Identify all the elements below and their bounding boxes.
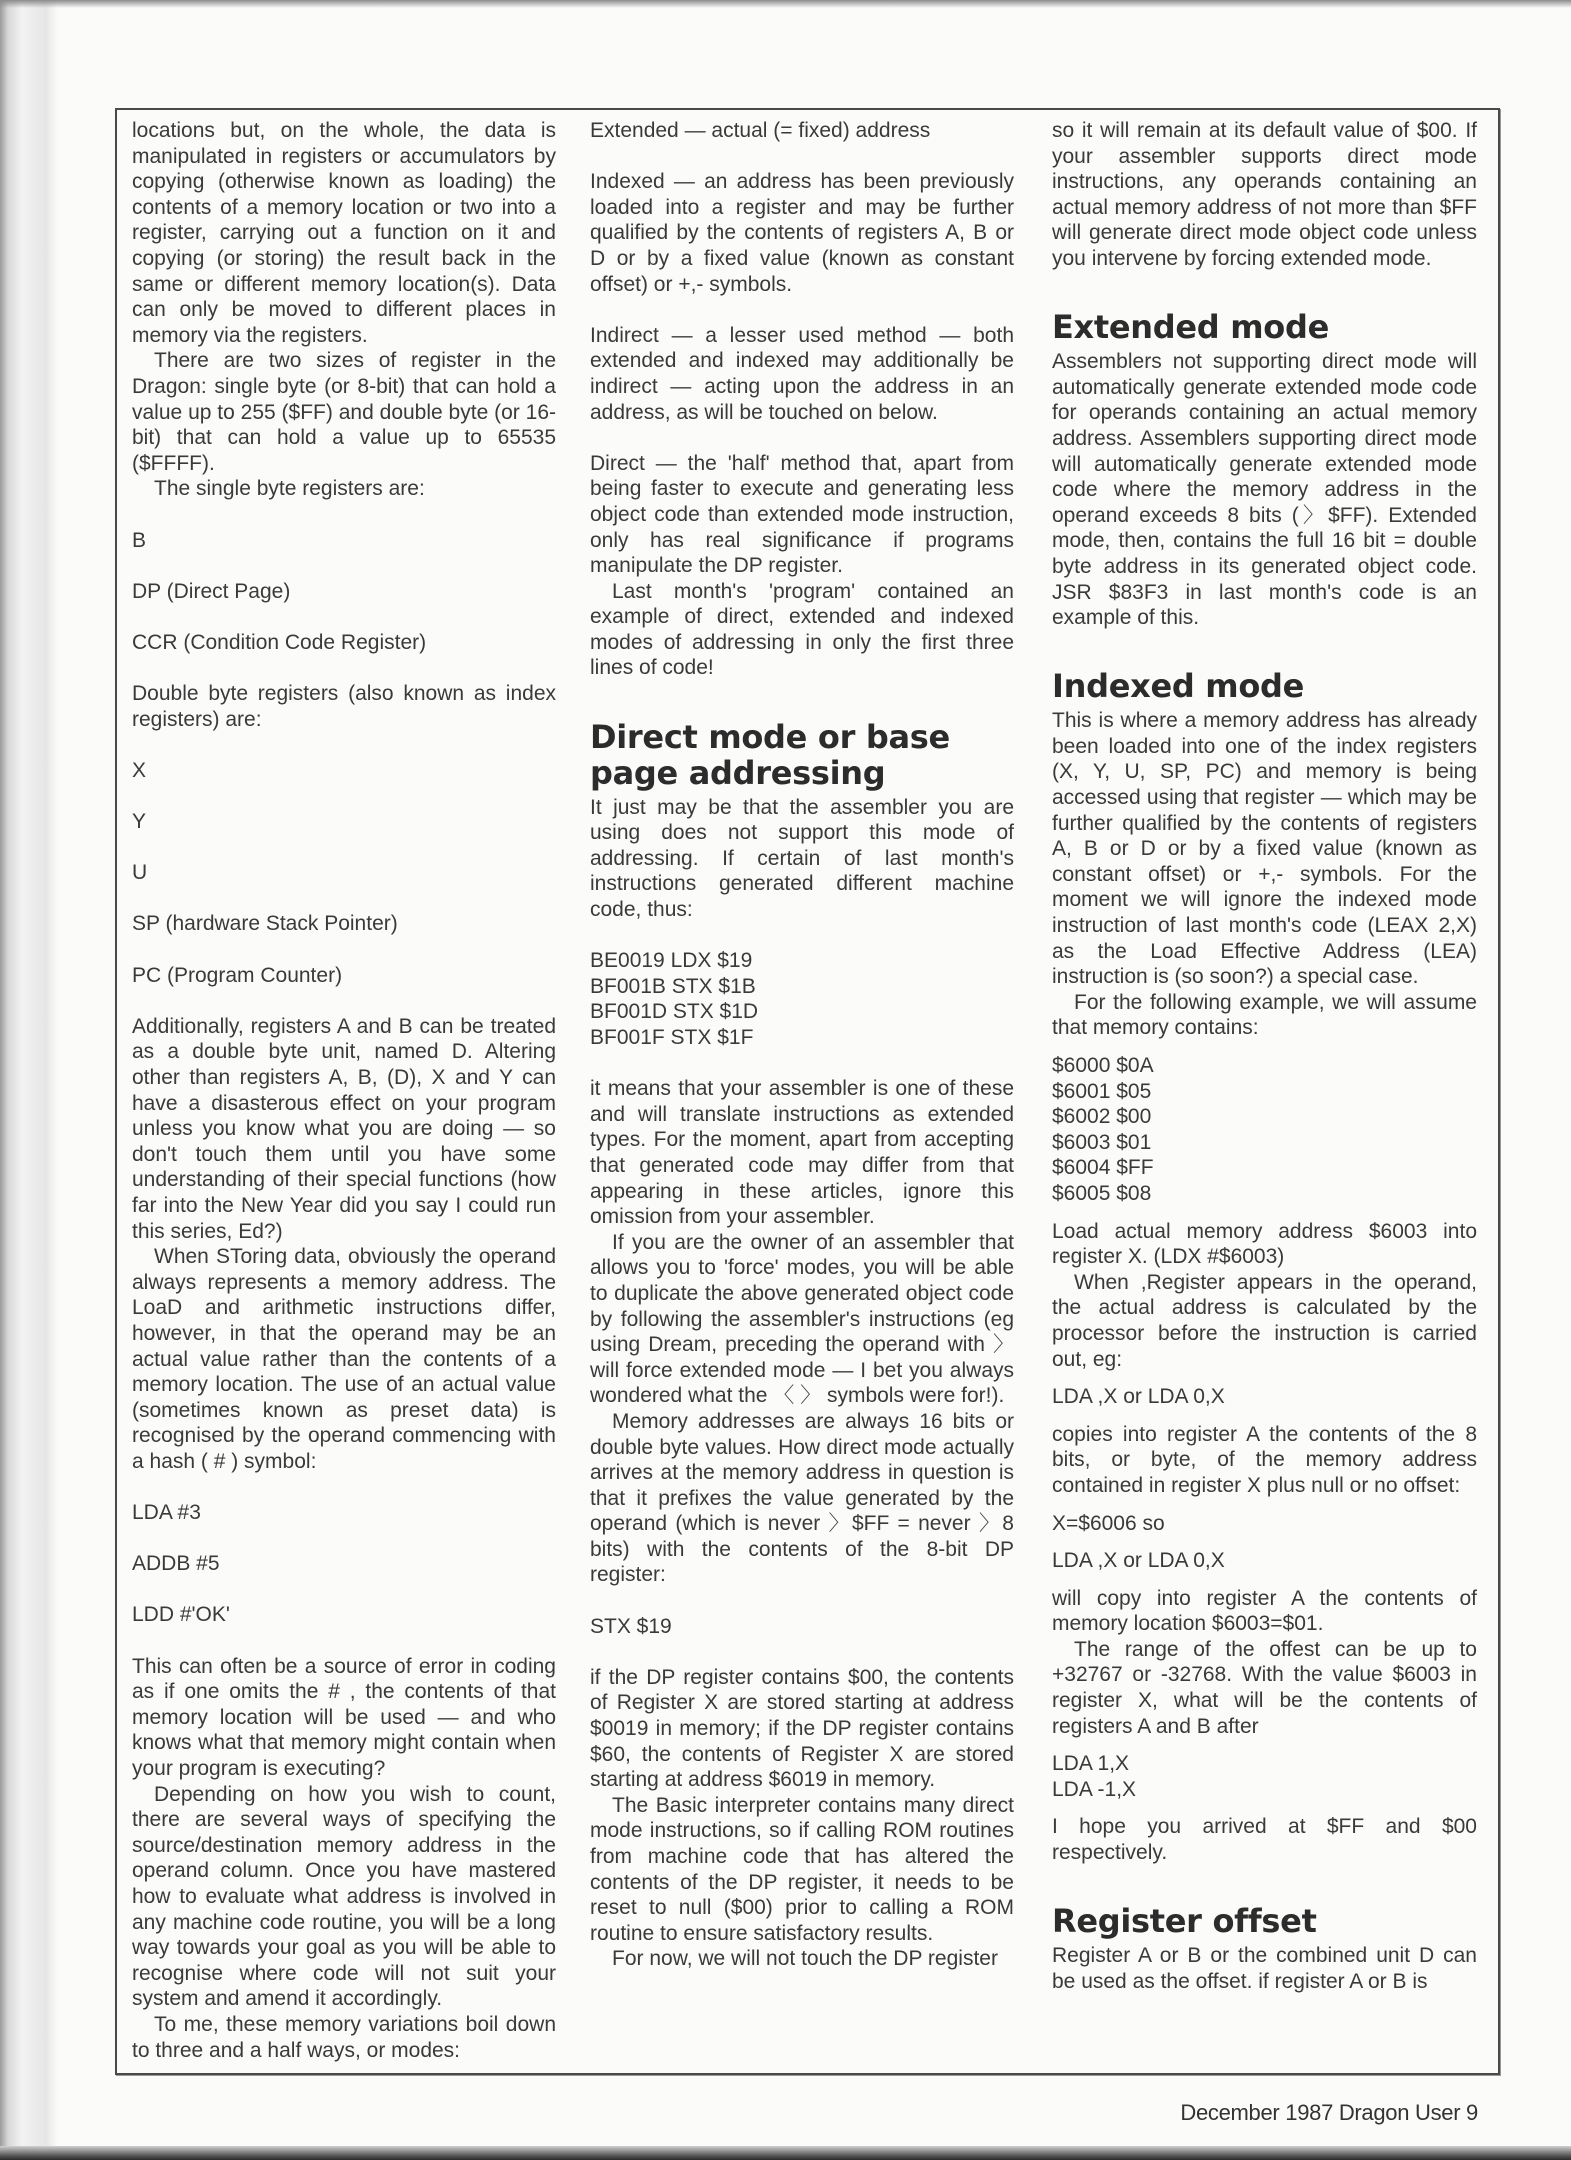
section-heading: Register offset (1052, 1902, 1317, 1941)
code-line: LDA 1,X (1052, 1752, 1130, 1776)
section-heading: Direct mode or base page addressing (590, 717, 950, 792)
register-item: Y (132, 810, 147, 834)
paragraph: The range of the offest can be up to +32767 or -32768. With the value $6003 in register X, what will be the contents of registers A and B after (1052, 1637, 1477, 1738)
register-item: PC (Program Counter) (132, 963, 343, 987)
paragraph: Register A or B or the combined unit D can be used as the offset. if register A or B is (1052, 1944, 1477, 1993)
paragraph: locations but, on the whole, the data is manipulated in registers or accumulators by copying (otherwise known as loading) the contents of a memory location or two into a register, carrying out a function on it and copying (or storing) the result back in the same or different memory location(s). Data can only be moved to different places in memory via the registers. (132, 119, 556, 347)
mode-definition: Direct — the 'half' method that, apart from being faster to execute and generating less object code than extended mode instruction, only has real significance if programs manipulate the DP register. (590, 451, 1014, 578)
mode-definition: Indexed — an address has been previously loaded into a register and may be further qualified by the contents of registers A, B or D or by a fixed value (known as constant offset) or +,- symbols. (590, 170, 1014, 296)
page-footer: December 1987 Dragon User 9 (1180, 2100, 1478, 2125)
register-item: CCR (Condition Code Register) (132, 630, 427, 654)
code-line: BE0019 LDX $19 (590, 949, 753, 973)
page-binding-shadow (0, 0, 60, 2160)
mode-definition: Indirect — a lesser used method — both extended and indexed may additionally be indirect — acting upon the address in an address, as will be touched on below. (590, 323, 1014, 424)
paragraph: To me, these memory variations boil down to three and a half ways, or modes: (132, 2012, 556, 2062)
code-line: BF001D STX $1D (590, 1000, 759, 1024)
paragraph: Last month's 'program' contained an example of direct, extended and indexed modes of addressing in only the first three lines of code! (590, 579, 1014, 680)
memory-line: $6001 $05 (1052, 1079, 1152, 1103)
paragraph: There are two sizes of register in the Dragon: single byte (or 8-bit) that can hold a value up to 255 ($FF) and double byte (or 16-bit) that can hold a value up to 65535 ($FFFF). (132, 349, 556, 475)
code-line: LDA -1,X (1052, 1777, 1137, 1801)
code-line: LDA ,X or LDA 0,X (1052, 1549, 1225, 1573)
paragraph: Assemblers not supporting direct mode will automatically generate extended mode code for operands containing an actual memory address. Assemblers supporting direct mode will automatically generate extended mode code where the memory address in the operand exceeds 8 bits (〉$FF). Extended mode, then, contains the full 16 bit = double byte address in its generated object code. JSR $83F3 in last month's code is an example of this. (1052, 350, 1477, 630)
section-heading: Extended mode (1052, 308, 1329, 347)
paragraph: This is where a memory address has already been loaded into one of the index registers (X, Y, U, SP, PC) and memory is being accessed using that register — which may be further qualified by the contents of registers A, B or D or by a fixed value (known as constant offset) or +,- symbols. For the moment we will ignore the indexed mode instruction of last month's code (LEAX 2,X) as the Load Effective Address (LEA) instruction is (so soon?) a special case. (1052, 709, 1477, 989)
memory-line: $6004 $FF (1052, 1156, 1154, 1180)
paragraph: copies into register A the contents of the 8 bits, or byte, of the memory address contained in register X plus null or no offset: (1052, 1422, 1477, 1497)
code-line: LDA ,X or LDA 0,X (1052, 1385, 1225, 1409)
memory-line: $6000 $0A (1052, 1054, 1154, 1077)
mode-definition: Extended — actual (= fixed) address (590, 119, 931, 142)
paragraph: The Basic interpreter contains many direct mode instructions, so if calling ROM routines from machine code that has altered the contents of the DP register, it needs to be reset to null ($00) prior to calling a ROM routine to ensure satisfactory results. (590, 1793, 1014, 1945)
memory-line: $6002 $00 (1052, 1105, 1152, 1129)
register-item: B (132, 528, 147, 552)
paragraph: The single byte registers are: (154, 477, 425, 501)
column-3 (1052, 118, 1477, 1994)
paragraph: Additionally, registers A and B can be treated as a double byte unit, named D. Altering other than registers A, B, (D), X and Y can have a disasterous effect on your program unless you know what you are doing — so don't touch them until you have some understanding of their special functions (how far into the New Year did you say I could run this series, Ed?) (132, 1014, 556, 1243)
paragraph: it means that your assembler is one of these and will translate instructions as extended types. For the moment, apart from accepting that generated code may differ from that appearing in these articles, ignore this omission from your assembler. (590, 1077, 1014, 1229)
paragraph: This can often be a source of error in coding as if one omits the # , the contents of that memory location will be used — and who knows what that memory might contain when your program is executing? (132, 1654, 556, 1780)
register-item: X (132, 758, 147, 782)
code-line: X=$6006 so (1052, 1511, 1165, 1535)
paragraph: Depending on how you wish to count, there are several ways of specifying the source/destination memory address in the operand column. Once you have mastered how to evaluate what address is involved in any machine code routine, you will be a long way towards your goal as you will be able to recognise where code will not suit your system and amend it accordingly. (132, 1782, 556, 2011)
code-line: ADDB #5 (132, 1552, 220, 1576)
register-item: SP (hardware Stack Pointer) (132, 912, 398, 936)
paragraph: Double byte registers (also known as index registers) are: (132, 682, 556, 731)
paragraph: When SToring data, obviously the operand always represents a memory address. The LoaD and arithmetic instructions differ, however, in that the operand may be an actual value rather than the contents of a memory location. The use of an actual value (sometimes known as preset data) is recognised by the operand commencing with a hash ( # ) symbol: (132, 1245, 556, 1473)
paragraph: If you are the owner of an assembler that allows you to 'force' modes, you will be able to duplicate the above generated object code by following the assembler's instructions (eg using Dream, preceding the operand with 〉will force extended mode — I bet you always wondered what the 〈 〉 symbols were for!). (590, 1230, 1014, 1408)
page-bottom-shadow (0, 2146, 1571, 2160)
paragraph: It just may be that the assembler you are using does not support this mode of addressing. If certain of last month's instructions generated different machine code, thus: (590, 795, 1014, 922)
code-line: LDD #'OK' (132, 1603, 230, 1627)
page-top-shadow (0, 0, 1571, 8)
code-line: LDA #3 (132, 1501, 201, 1525)
code-line: STX $19 (590, 1614, 672, 1638)
memory-line: $6005 $08 (1052, 1181, 1152, 1205)
paragraph: When ,Register appears in the operand, the actual address is calculated by the processor before the instruction is carried out, eg: (1052, 1270, 1477, 1371)
register-item: DP (Direct Page) (132, 579, 291, 603)
column-2 (590, 118, 1014, 1972)
paragraph: Memory addresses are always 16 bits or double byte values. How direct mode actually arrives at the memory address in question is that it prefixes the value generated by the operand (which is never 〉$FF = never 〉8 bits) with the contents of the 8-bit DP register: (590, 1409, 1014, 1587)
section-heading: Indexed mode (1052, 667, 1305, 706)
paragraph: will copy into register A the contents of memory location $6003=$01. (1052, 1586, 1477, 1636)
memory-line: $6003 $01 (1052, 1130, 1152, 1154)
paragraph: For the following example, we will assume that memory contains: (1052, 990, 1477, 1040)
code-line: BF001F STX $1F (590, 1026, 754, 1049)
paragraph: if the DP register contains $00, the contents of Register X are stored starting at address $0019 in memory; if the DP register contains $60, the contents of Register X are stored starting at address $6019 in memory. (590, 1665, 1014, 1792)
paragraph: Load actual memory address $6003 into register X. (LDX #$6003) (1052, 1219, 1477, 1269)
code-line: BF001B STX $1B (590, 974, 756, 998)
paragraph: so it will remain at its default value of $00. If your assembler supports direct mode instructions, any operands containing an actual memory address of not more than $FF will generate direct mode object code unless you intervene by forcing extended mode. (1052, 119, 1477, 270)
paragraph: I hope you arrived at $FF and $00 respectively. (1052, 1815, 1477, 1865)
register-item: U (132, 861, 148, 885)
column-1 (132, 118, 556, 2063)
paragraph: For now, we will not touch the DP register (612, 1947, 998, 1971)
